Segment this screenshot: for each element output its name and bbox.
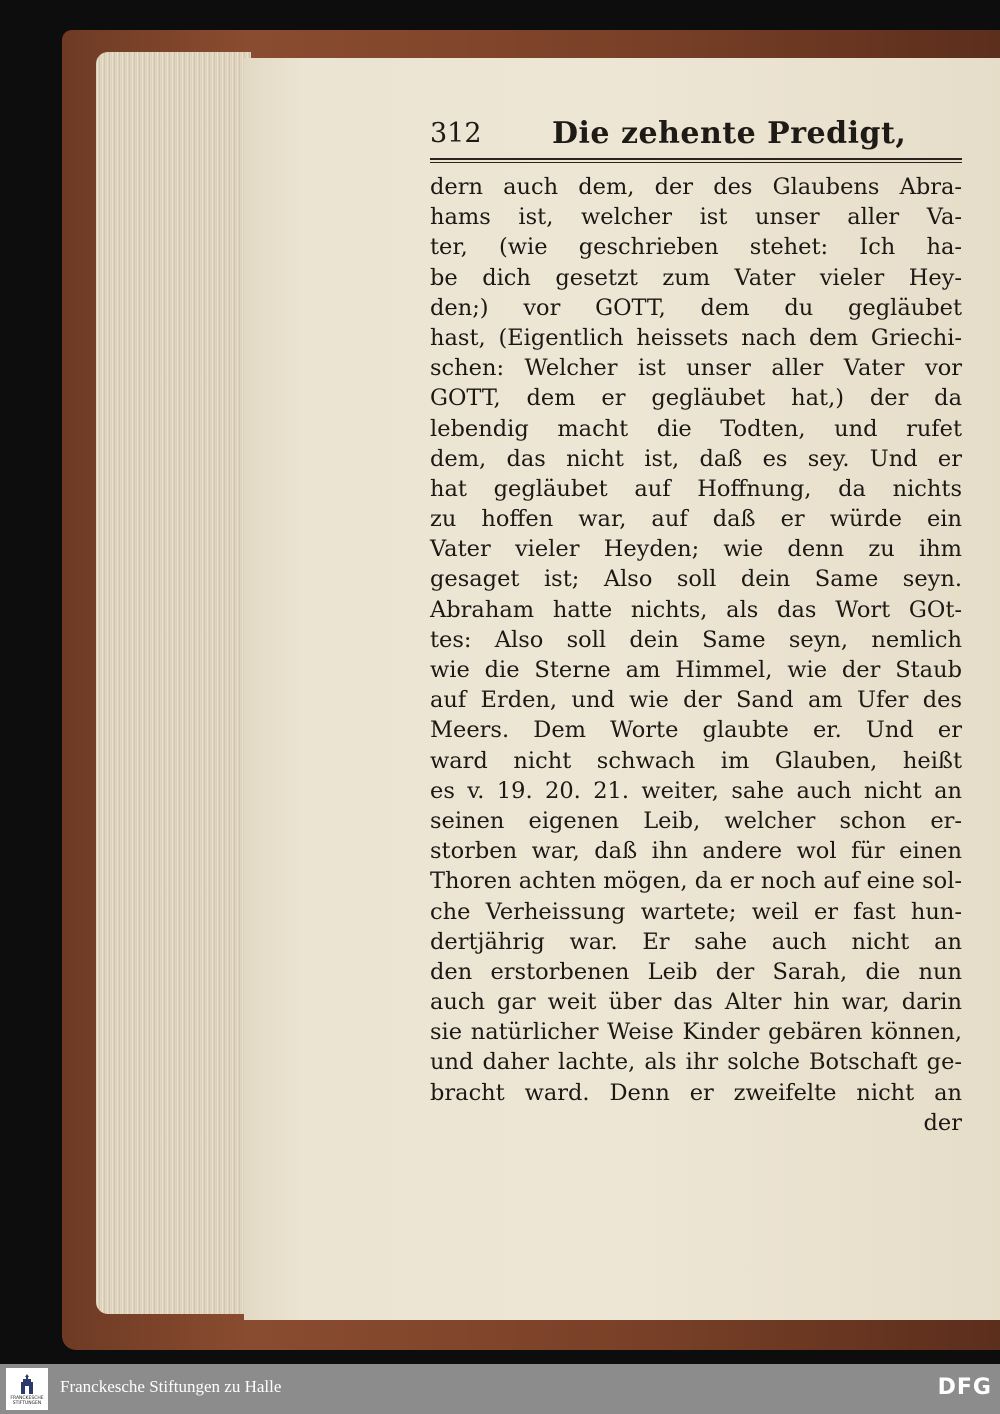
text-line: schen: Welcher ist unser aller Vater vor <box>430 355 962 382</box>
text-line: und daher lachte, als ihr solche Botschaft ge- <box>430 1049 962 1076</box>
text-line: bracht ward. Denn er zweifelte nicht an <box>430 1079 962 1106</box>
text-line: lebendig macht die Todten, und rufet <box>430 415 962 442</box>
institution-logo[interactable] <box>6 1368 48 1410</box>
text-line: gesaget ist; Also soll dein Same seyn. <box>430 566 962 593</box>
text-line: hams ist, welcher ist unser aller Va- <box>430 204 962 231</box>
dfg-logo[interactable]: DFG <box>937 1375 992 1400</box>
text-line: ward nicht schwach im Glauben, heißt <box>430 747 962 774</box>
text-line: sie natürlicher Weise Kinder gebären können, <box>430 1019 962 1046</box>
text-line: storben war, daß ihn andere wol für einen <box>430 838 962 865</box>
text-line: Thoren achten mögen, da er noch auf eine sol- <box>430 868 962 895</box>
text-line: auf Erden, und wie der Sand am Ufer des <box>430 687 962 714</box>
text-line: GOTT, dem er gegläubet hat,) der da <box>430 385 962 412</box>
text-line: auch gar weit über das Alter hin war, darin <box>430 989 962 1016</box>
institution-emblem-icon <box>19 1374 35 1394</box>
page-text <box>430 172 962 1138</box>
text-line: dertjährig war. Er sahe auch nicht an <box>430 928 962 955</box>
text-line: den erstorbenen Leib der Sarah, die nun <box>430 958 962 985</box>
header-rule <box>430 158 962 160</box>
text-line: che Verheissung wartete; weil er fast hun- <box>430 898 962 925</box>
text-line: Vater vieler Heyden; wie denn zu ihm <box>430 536 962 563</box>
text-line: ter, (wie geschrieben stehet: Ich ha- <box>430 234 962 261</box>
institution-name: Franckesche Stiftungen zu Halle <box>60 1377 282 1396</box>
text-line: dern auch dem, der des Glaubens Abra- <box>430 174 962 200</box>
text-line: be dich gesetzt zum Vater vieler Hey- <box>430 264 962 291</box>
text-line: seinen eigenen Leib, welcher schon er- <box>430 807 962 834</box>
logo-text: FRANCKESCHE STIFTUNGEN <box>10 1396 44 1406</box>
text-line: hast, (Eigentlich heissets nach dem Griechi- <box>430 324 962 351</box>
text-line: hat gegläubet auf Hoffnung, da nichts <box>430 475 962 502</box>
text-line: Meers. Dem Worte glaubte er. Und er <box>430 717 962 744</box>
text-line: zu hoffen war, auf daß er würde ein <box>430 506 962 533</box>
viewer-footer <box>0 1364 1000 1414</box>
text-line: den;) vor GOTT, dem du gegläubet <box>430 294 962 321</box>
page-header <box>430 112 962 162</box>
text-line: wie die Sterne am Himmel, wie der Staub <box>430 657 962 683</box>
catchword: der <box>923 1109 962 1136</box>
text-line: dem, das nicht ist, daß es sey. Und er <box>430 445 962 472</box>
page-edges <box>96 52 251 1314</box>
text-line: es v. 19. 20. 21. weiter, sahe auch nicht an <box>430 777 962 804</box>
text-line: Abraham hatte nichts, als das Wort GOt- <box>430 596 962 623</box>
header-rule-thin <box>430 162 962 163</box>
running-head: Die zehente Predigt, <box>552 116 907 151</box>
page-number: 312 <box>430 118 482 149</box>
text-line: tes: Also soll dein Same seyn, nemlich <box>430 626 962 653</box>
